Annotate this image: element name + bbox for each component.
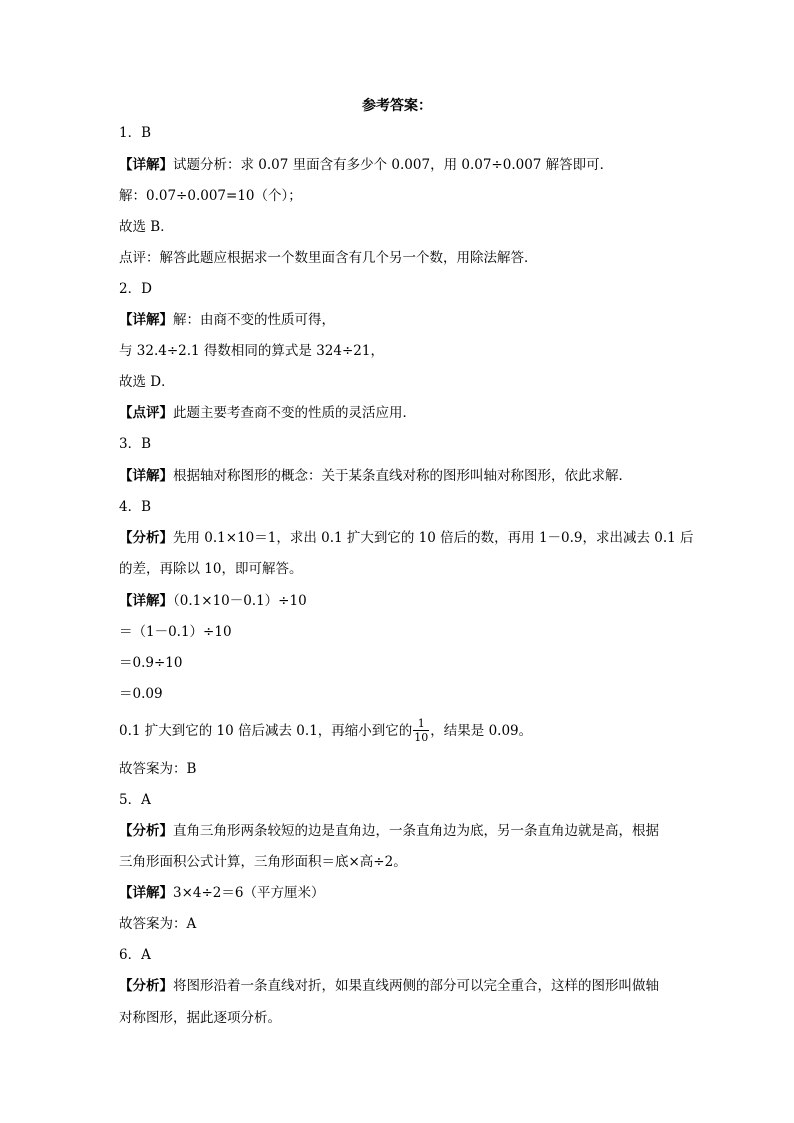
conclusion-text-pre: 0.1 扩大到它的 10 倍后减去 0.1，再缩小到它的 bbox=[119, 723, 413, 739]
detail-tag: 【详解】 bbox=[119, 468, 173, 484]
detail-text: 3×4÷2＝6（平方厘米） bbox=[173, 885, 325, 901]
answer-4-final: 故答案为：B bbox=[119, 761, 197, 777]
answer-1-comment: 点评：解答此题应根据求一个数里面含有几个另一个数，用除法解答． bbox=[119, 250, 538, 266]
page-title: 参考答案： bbox=[362, 98, 432, 114]
detail-tag: 【详解】 bbox=[119, 593, 173, 609]
conclusion-text-post: ，结果是 0.09。 bbox=[430, 723, 533, 739]
answer-6-analysis-cont: 对称图形，据此逐项分析。 bbox=[119, 1010, 281, 1026]
answer-2-choice: 故选 D． bbox=[119, 374, 175, 390]
answer-2-comment bbox=[119, 403, 689, 423]
answer-2-header: 2．D bbox=[119, 281, 152, 297]
detail-text: （0.1×10－0.1）÷10 bbox=[173, 593, 307, 609]
answer-5-analysis bbox=[119, 821, 689, 841]
answer-4-step-1: ＝（1－0.1）÷10 bbox=[119, 624, 232, 640]
answer-6-header: 6．A bbox=[119, 947, 151, 963]
detail-text: 试题分析：求 0.07 里面含有多少个 0.007，用 0.07÷0.007 解答即可． bbox=[173, 157, 614, 173]
analysis-tag: 【分析】 bbox=[119, 978, 173, 994]
fraction bbox=[413, 717, 429, 744]
answer-2-equation: 与 32.4÷2.1 得数相同的算式是 324÷21， bbox=[119, 343, 384, 359]
detail-tag: 【详解】 bbox=[119, 312, 173, 328]
detail-tag: 【详解】 bbox=[119, 885, 173, 901]
answer-5-final: 故答案为：A bbox=[119, 916, 197, 932]
answer-3-header: 3．B bbox=[119, 436, 152, 452]
answer-1-choice: 故选 B． bbox=[119, 219, 174, 235]
answer-5-detail bbox=[119, 883, 689, 903]
answer-5-analysis-cont: 三角形面积公式计算，三角形面积＝底×高÷2。 bbox=[119, 854, 407, 870]
answer-1-header: 1．B bbox=[119, 125, 152, 141]
answer-4-header: 4．B bbox=[119, 499, 152, 515]
analysis-text: 直角三角形两条较短的边是直角边，一条直角边为底，另一条直角边就是高，根据 bbox=[173, 823, 659, 839]
analysis-tag: 【分析】 bbox=[119, 530, 173, 546]
answer-4-detail bbox=[119, 591, 689, 611]
answer-4-analysis-cont: 的差，再除以 10，即可解答。 bbox=[119, 561, 303, 577]
answer-1-solution: 解：0.07÷0.007=10（个）； bbox=[119, 188, 302, 204]
comment-tag: 【点评】 bbox=[119, 405, 173, 421]
analysis-text: 将图形沿着一条直线对折，如果直线两侧的部分可以完全重合，这样的图形叫做轴 bbox=[173, 978, 659, 994]
analysis-tag: 【分析】 bbox=[119, 823, 173, 839]
detail-text: 根据轴对称图形的概念：关于某条直线对称的图形叫轴对称图形，依此求解． bbox=[173, 468, 632, 484]
answer-6-analysis bbox=[119, 976, 689, 996]
analysis-text: 先用 0.1×10＝1，求出 0.1 扩大到它的 10 倍后的数，再用 1－0.9，求出减去 0.1 后 bbox=[173, 530, 694, 546]
answer-4-analysis bbox=[119, 528, 694, 548]
comment-text: 此题主要考查商不变的性质的灵活应用． bbox=[173, 405, 416, 421]
answer-4-conclusion bbox=[119, 718, 689, 745]
answer-4-step-2: ＝0.9÷10 bbox=[119, 655, 183, 671]
fraction-numerator: 1 bbox=[413, 717, 429, 731]
answer-5-header: 5．A bbox=[119, 792, 151, 808]
fraction-denominator: 10 bbox=[414, 731, 429, 744]
detail-text: 解：由商不变的性质可得， bbox=[173, 312, 335, 328]
answer-3-detail bbox=[119, 466, 689, 486]
detail-tag: 【详解】 bbox=[119, 157, 173, 173]
answer-1-detail bbox=[119, 155, 689, 175]
answer-2-detail bbox=[119, 310, 689, 330]
answer-4-step-3: ＝0.09 bbox=[119, 686, 163, 702]
